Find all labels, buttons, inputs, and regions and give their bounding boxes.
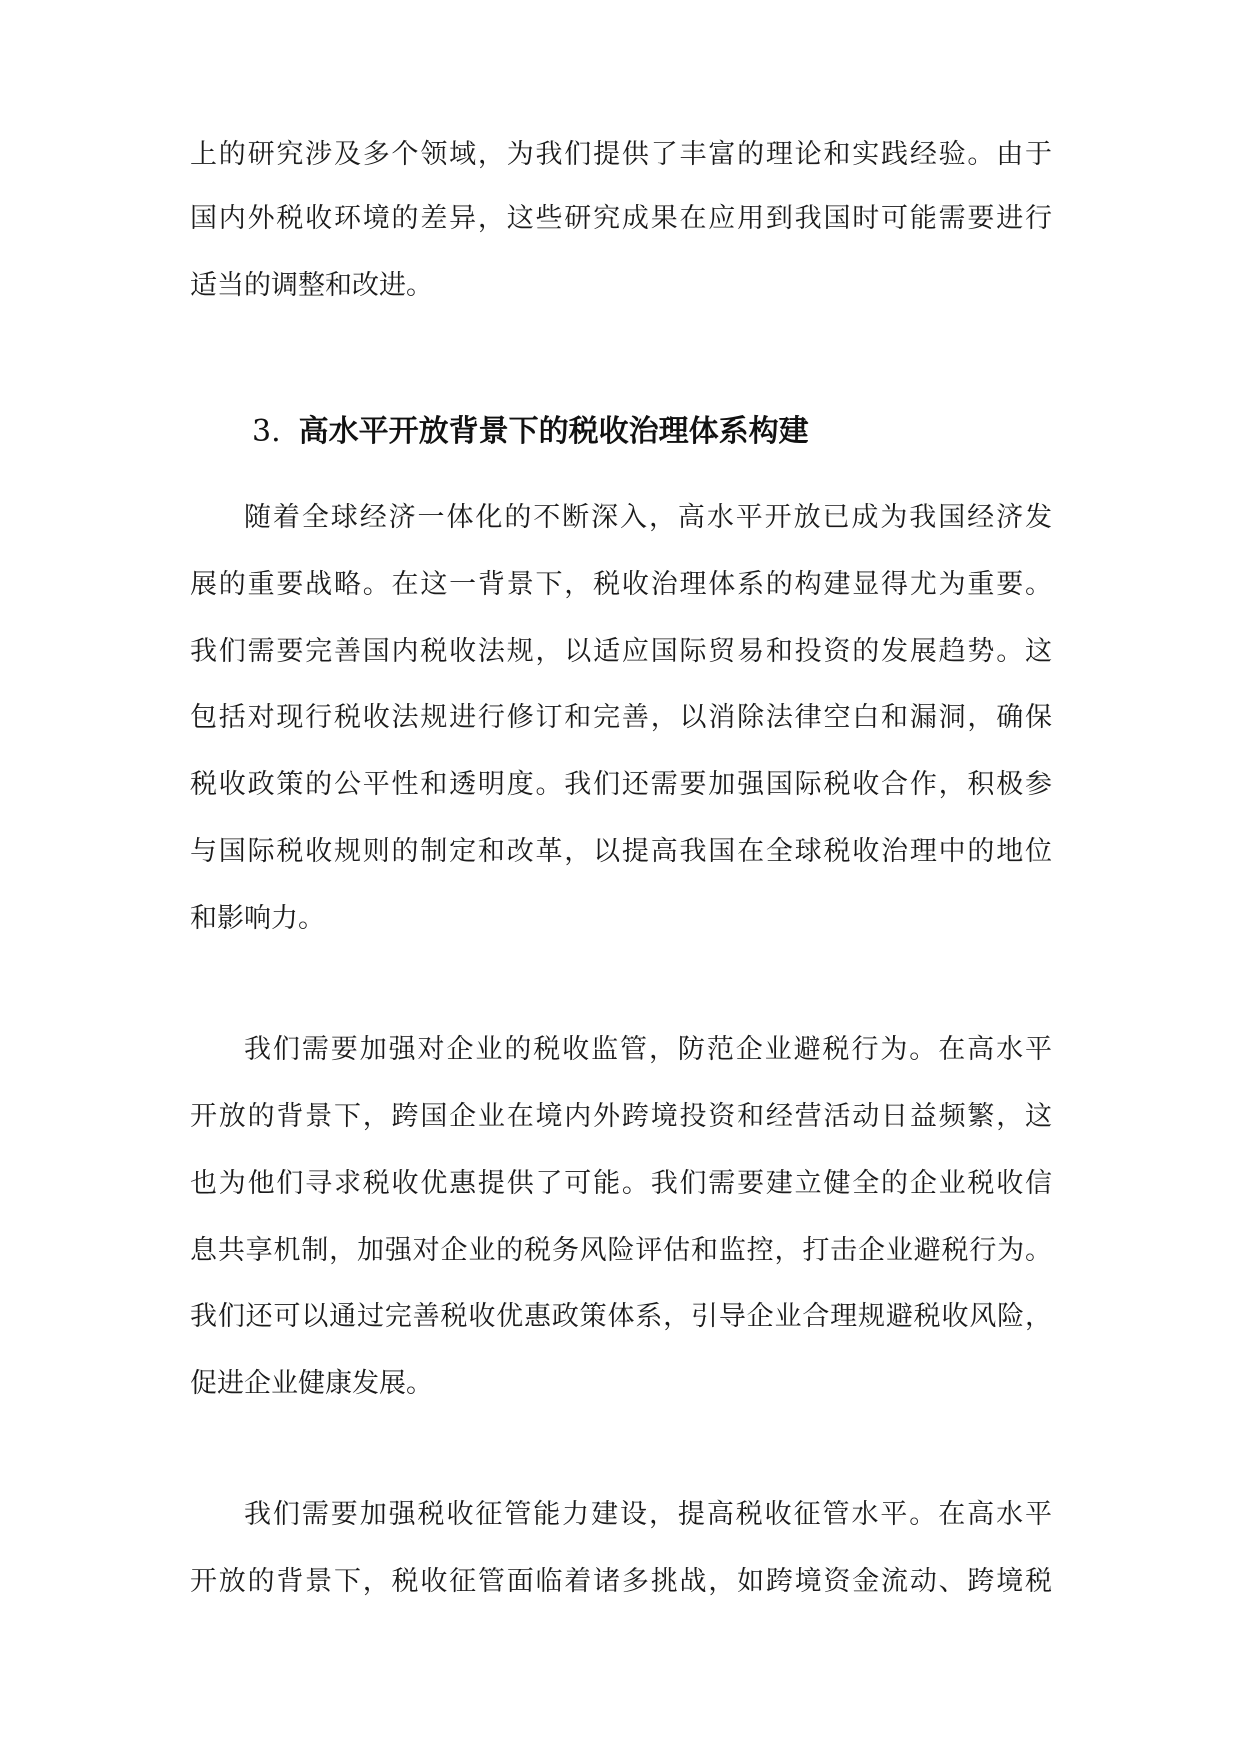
paragraph2-line-2: 开放的背景下，跨国企业在境内外跨境投资和经营活动日益频繁，这	[190, 1101, 1052, 1132]
paragraph2-line-3: 也为他们寻求税收优惠提供了可能。我们需要建立健全的企业税收信	[190, 1168, 1052, 1199]
paragraph1-line-2: 展的重要战略。在这一背景下，税收治理体系的构建显得尤为重要。	[190, 569, 1052, 600]
paragraph3-line-2: 开放的背景下，税收征管面临着诸多挑战，如跨境资金流动、跨境税	[190, 1566, 1052, 1597]
paragraph1-line-3: 我们需要完善国内税收法规，以适应国际贸易和投资的发展趋势。这	[190, 636, 1052, 667]
paragraph1-line-4: 包括对现行税收法规进行修订和完善，以消除法律空白和漏洞，确保	[190, 702, 1052, 733]
paragraph2-line-6: 促进企业健康发展。	[190, 1368, 433, 1399]
paragraph3-line-1: 我们需要加强税收征管能力建设，提高税收征管水平。在高水平	[244, 1499, 1052, 1530]
paragraph1-line-5: 税收政策的公平性和透明度。我们还需要加强国际税收合作，积极参	[190, 769, 1052, 800]
intro-line-2: 国内外税收环境的差异，这些研究成果在应用到我国时可能需要进行	[190, 203, 1052, 234]
paragraph2-line-1: 我们需要加强对企业的税收监管，防范企业避税行为。在高水平	[244, 1034, 1052, 1065]
paragraph1-line-1: 随着全球经济一体化的不断深入，高水平开放已成为我国经济发	[244, 502, 1052, 533]
section-number: 3.	[252, 414, 281, 449]
paragraph1-line-7: 和影响力。	[190, 903, 325, 934]
paragraph1-line-6: 与国际税收规则的制定和改革，以提高我国在全球税收治理中的地位	[190, 836, 1052, 867]
paragraph2-line-5: 我们还可以通过完善税收优惠政策体系，引导企业合理规避税收风险，	[190, 1301, 1052, 1332]
section-title: 高水平开放背景下的税收治理体系构建	[298, 414, 809, 449]
section-heading	[252, 412, 809, 452]
intro-line-3: 适当的调整和改进。	[190, 270, 433, 301]
paragraph2-line-4: 息共享机制，加强对企业的税务风险评估和监控，打击企业避税行为。	[190, 1235, 1052, 1266]
intro-line-1: 上的研究涉及多个领域，为我们提供了丰富的理论和实践经验。由于	[190, 139, 1052, 170]
